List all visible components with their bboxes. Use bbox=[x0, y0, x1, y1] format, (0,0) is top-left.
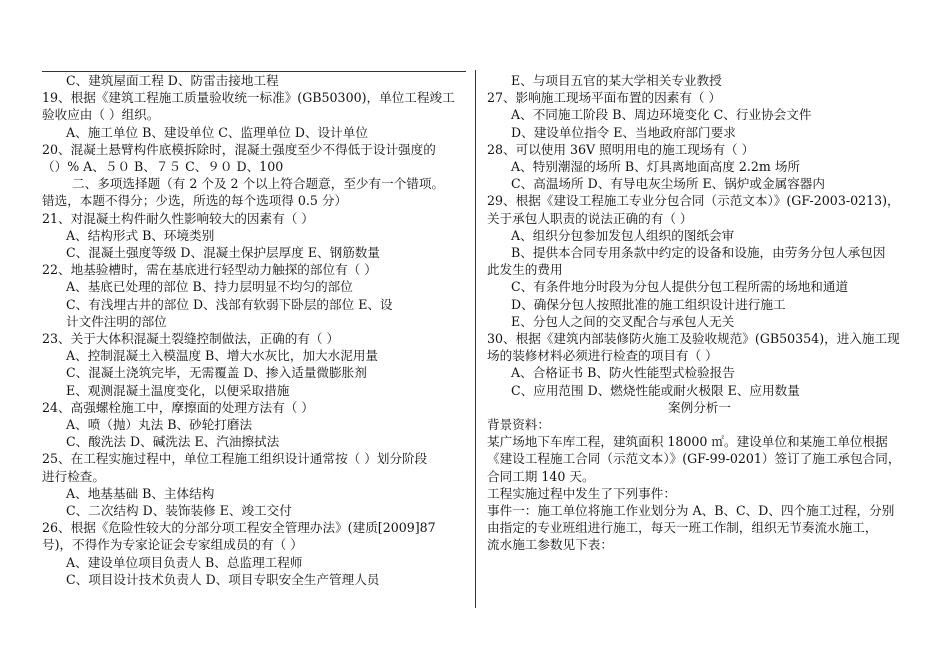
right-text-line: 《建设工程施工合同（示范文本）》(GF-99-0201）签订了施工承包合同， bbox=[487, 451, 901, 467]
left-text-line: A、喷（抛）丸法 B、砂轮打磨法 bbox=[66, 417, 253, 433]
left-text-line: 号)，不得作为专家论证会专家组成员的有（ ） bbox=[42, 537, 303, 553]
right-text-line: 合同工期 140 天。 bbox=[487, 468, 595, 484]
left-text-line: A、建设单位项目负责人 B、总监理工程师 bbox=[66, 554, 303, 570]
left-text-line: C、二次结构 D、装饰装修 E、竣工交付 bbox=[66, 503, 292, 519]
left-text-line: 25、在工程实施过程中，单位工程施工组织设计通常按（ ）划分阶段 bbox=[42, 451, 428, 467]
right-text-line: 关于承包人职责的说法正确的有（ ） bbox=[487, 210, 693, 226]
right-text-line: 29、根据《建设工程施工专业分包合同（示范文本）》(GF-2003-0213)， bbox=[487, 193, 900, 209]
right-text-line: A、特别潮湿的场所 B、灯具离地面高度 2.2m 场所 bbox=[511, 159, 801, 175]
right-text-line: E、与项目五官的某大学相关专业教授 bbox=[511, 73, 722, 88]
left-text-line: C、项目设计技术负责人 D、项目专职安全生产管理人员 bbox=[66, 571, 380, 587]
right-text-line: E、分包人之间的交叉配合与承包人无关 bbox=[511, 313, 735, 329]
left-text-line: C、混凝土强度等级 D、混凝土保护层厚度 E、钢筋数量 bbox=[66, 245, 380, 261]
left-text-line: C、混凝土浇筑完毕，无需覆盖 D、掺入适量微膨胀剂 bbox=[66, 365, 367, 381]
left-text-line: 20、混凝土悬臂构件底模拆除时，混凝土强度至少不得低于设计强度的 bbox=[42, 141, 436, 157]
right-text-line: D、确保分包人按照批准的施工组织设计进行施工 bbox=[511, 296, 786, 312]
left-text-line: 22、地基验槽时，需在基底进行轻型动力触探的部位有（ ） bbox=[42, 262, 377, 278]
left-column bbox=[42, 72, 465, 588]
left-text-line: C、酸洗法 D、碱洗法 E、汽油擦拭法 bbox=[66, 434, 280, 450]
right-text-line: 此发生的费用 bbox=[487, 262, 563, 278]
right-text-line: 由指定的专业班组进行施工，每天一班工作制，组织无节奏流水施工， bbox=[487, 520, 878, 536]
left-text-line: 错选，本题不得分；少选，所选的每个选项得 0.5 分） bbox=[42, 193, 348, 209]
left-text-line: 验收应由（ ）组织。 bbox=[42, 107, 160, 123]
right-text-line: 场的装修材料必须进行检查的项目有（ ） bbox=[487, 348, 718, 364]
left-text-line: 计文件注明的部位 bbox=[66, 313, 167, 329]
right-text-line: 27、影响施工现场平面布置的因素有（ ） bbox=[487, 90, 722, 106]
left-text-line: A、施工单位 B、建设单位 C、监理单位 D、设计单位 bbox=[66, 124, 368, 140]
right-text-line: 28、可以使用 36V 照明用电的施工现场有（ ） bbox=[487, 141, 755, 157]
right-text-line: B、提供本合同专用条款中约定的设备和设施，由劳务分包人承包因 bbox=[511, 245, 886, 261]
right-text-line: 流水施工参数见下表： bbox=[487, 537, 613, 553]
right-text-line: 30、根据《建筑内部装修防火施工及验收规范》(GB50354)，进入施工现 bbox=[487, 331, 900, 347]
right-column bbox=[487, 72, 912, 554]
left-text-line: A、地基基础 B、主体结构 bbox=[66, 485, 215, 501]
left-text-line: A、结构形式 B、环境类别 bbox=[66, 227, 215, 243]
column-divider bbox=[475, 70, 476, 608]
right-text-line: A、合格证书 B、防火性能型式检验报告 bbox=[511, 365, 735, 381]
left-text-line: C、建筑屋面工程 D、防雷击接地工程 bbox=[66, 73, 279, 88]
left-text-line: 进行检查。 bbox=[42, 468, 105, 484]
left-text-line: 26、根据《危险性较大的分部分项工程安全管理办法》(建质[2009]87 bbox=[42, 520, 436, 536]
left-text-line: 21、对混凝土构件耐久性影响较大的因素有（ ） bbox=[42, 210, 314, 226]
right-text-line: 工程实施过程中发生了下列事件： bbox=[487, 485, 676, 501]
left-text-line: 19、根据《建筑工程施工质量验收统一标准》(GB50300)，单位工程竣工 bbox=[42, 90, 455, 106]
left-text-line: A、基底已处理的部位 B、持力层明显不均匀的部位 bbox=[66, 279, 353, 295]
right-text-line: C、高温场所 D、有导电灰尘场所 E、锅炉或金属容器内 bbox=[511, 176, 825, 192]
right-text-line: C、有条件地分时段为分包人提供分包工程所需的场地和通道 bbox=[511, 279, 849, 295]
left-text-line: E、观测混凝土温度变化，以便采取措施 bbox=[66, 382, 290, 398]
left-text-line: （）% A、５０ B、７５ C、９０ D、100 bbox=[42, 159, 284, 175]
left-text-line: A、控制混凝土入模温度 B、增大水灰比，加大水泥用量 bbox=[66, 348, 379, 364]
left-text-line: C、有浅埋古井的部位 D、浅部有软弱下卧层的部位 E、设 bbox=[66, 296, 393, 312]
right-text-line: 背景资料： bbox=[487, 417, 550, 433]
right-text-line: C、应用范围 D、燃烧性能或耐火极限 E、应用数量 bbox=[511, 382, 800, 398]
section-heading: 案例分析一 bbox=[668, 399, 731, 415]
left-text-line: 二、多项选择题（有 2 个及 2 个以上符合题意，至少有一个错项。 bbox=[72, 176, 445, 192]
left-text-line: 23、关于大体积混凝土裂缝控制做法，正确的有（ ） bbox=[42, 331, 340, 347]
left-text-line: 24、高强螺栓施工中，摩擦面的处理方法有（ ） bbox=[42, 399, 314, 415]
right-text-line: D、建设单位指令 E、当地政府部门要求 bbox=[511, 124, 736, 140]
right-text-line: 事件一：施工单位将施工作业划分为 A、B、C、D、四个施工过程，分别 bbox=[487, 503, 895, 519]
right-text-line: 某广场地下车库工程，建筑面积 18000 ㎡。建设单位和某施工单位根据 bbox=[487, 434, 888, 450]
right-text-line: A、组织分包参加发包人组织的图纸会审 bbox=[511, 227, 735, 243]
right-text-line: A、不同施工阶段 B、周边环境变化 C、行业协会文件 bbox=[511, 107, 812, 123]
